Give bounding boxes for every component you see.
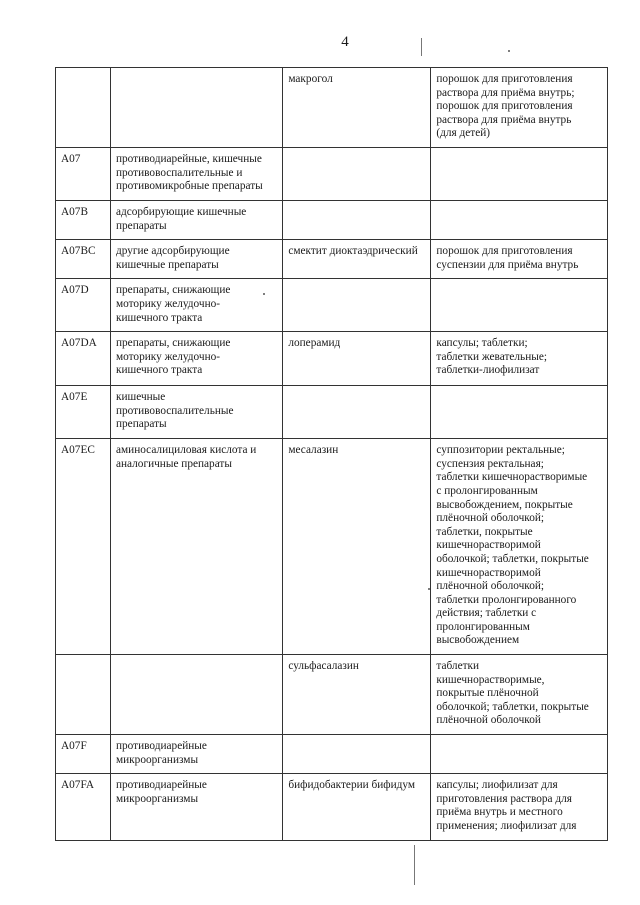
table-row — [56, 655, 608, 735]
table-row — [56, 279, 608, 332]
atc-code-cell — [56, 655, 111, 735]
dosage-form-cell — [431, 201, 608, 240]
group-name-cell: противодиарейные, кишечные противовоспалительные и противомикробные препараты — [110, 148, 282, 201]
dosage-form-cell — [431, 735, 608, 774]
table-row — [56, 148, 608, 201]
scan-margin-line — [414, 845, 415, 885]
table-row — [56, 774, 608, 840]
atc-code-cell: A07EC — [56, 439, 111, 655]
drug-name-cell: месалазин — [283, 439, 431, 655]
dosage-form-cell: порошок для приготовления суспензии для приёма внутрь — [431, 240, 608, 279]
group-name-cell: аминосалициловая кислота и аналогичные препараты — [110, 439, 282, 655]
table-row — [56, 201, 608, 240]
scan-speck — [508, 50, 510, 52]
drug-classification-table — [55, 67, 608, 841]
page-number: 4 — [341, 34, 349, 50]
atc-code-cell — [56, 68, 111, 148]
scan-speck — [428, 588, 430, 590]
group-name-cell: препараты, снижающие моторику желудочно- кишечного тракта — [110, 279, 282, 332]
drug-name-cell — [283, 735, 431, 774]
group-name-cell: кишечные противовоспалительные препараты — [110, 386, 282, 439]
group-name-cell: препараты, снижающие моторику желудочно- кишечного тракта — [110, 332, 282, 386]
atc-code-cell: A07B — [56, 201, 111, 240]
dosage-form-cell — [431, 386, 608, 439]
table-row — [56, 68, 608, 148]
drug-name-cell: макрогол — [283, 68, 431, 148]
drug-name-cell: смектит диоктаэдрический — [283, 240, 431, 279]
dosage-form-cell: капсулы; лиофилизат для приготовления раствора для приёма внутрь и местного применения; лиофилизат для — [431, 774, 608, 840]
atc-code-cell: A07BC — [56, 240, 111, 279]
dosage-form-cell — [431, 148, 608, 201]
drug-name-cell — [283, 386, 431, 439]
atc-code-cell: A07D — [56, 279, 111, 332]
group-name-cell: другие адсорбирующие кишечные препараты — [110, 240, 282, 279]
group-name-cell: противодиарейные микроорганизмы — [110, 735, 282, 774]
table-row — [56, 240, 608, 279]
atc-code-cell: A07F — [56, 735, 111, 774]
drug-name-cell — [283, 148, 431, 201]
group-name-cell — [110, 68, 282, 148]
dosage-form-cell: порошок для приготовления раствора для приёма внутрь; порошок для приготовления раствора для приёма внутрь (для детей) — [431, 68, 608, 148]
group-name-cell — [110, 655, 282, 735]
drug-name-cell: лоперамид — [283, 332, 431, 386]
scan-margin-line — [421, 38, 422, 56]
drug-name-cell — [283, 279, 431, 332]
drug-name-cell — [283, 201, 431, 240]
dosage-form-cell: таблетки кишечнорастворимые, покрытые плёночной оболочкой; таблетки, покрытые плёночной оболочкой — [431, 655, 608, 735]
atc-code-cell: A07DA — [56, 332, 111, 386]
drug-name-cell: сульфасалазин — [283, 655, 431, 735]
drug-name-cell: бифидобактерии бифидум — [283, 774, 431, 840]
group-name-cell: адсорбирующие кишечные препараты — [110, 201, 282, 240]
table-row — [56, 439, 608, 655]
dosage-form-cell: суппозитории ректальные; суспензия ректальная; таблетки кишечнорастворимые с пролонгированным высвобождением, покрытые плёночной оболочкой; таблетки, покрытые кишечнорастворимой оболочкой; таблетки, покрытые кишечнорастворимой плёночной оболочкой; таблетки пролонгированного действия; таблетки с пролонгированным высвобождением — [431, 439, 608, 655]
dosage-form-cell — [431, 279, 608, 332]
atc-code-cell: A07 — [56, 148, 111, 201]
atc-code-cell: A07FA — [56, 774, 111, 840]
dosage-form-cell: капсулы; таблетки; таблетки жевательные; таблетки-лиофилизат — [431, 332, 608, 386]
atc-code-cell: A07E — [56, 386, 111, 439]
table-row — [56, 735, 608, 774]
table-row — [56, 386, 608, 439]
group-name-cell: противодиарейные микроорганизмы — [110, 774, 282, 840]
scan-speck — [263, 293, 265, 295]
table-row — [56, 332, 608, 386]
